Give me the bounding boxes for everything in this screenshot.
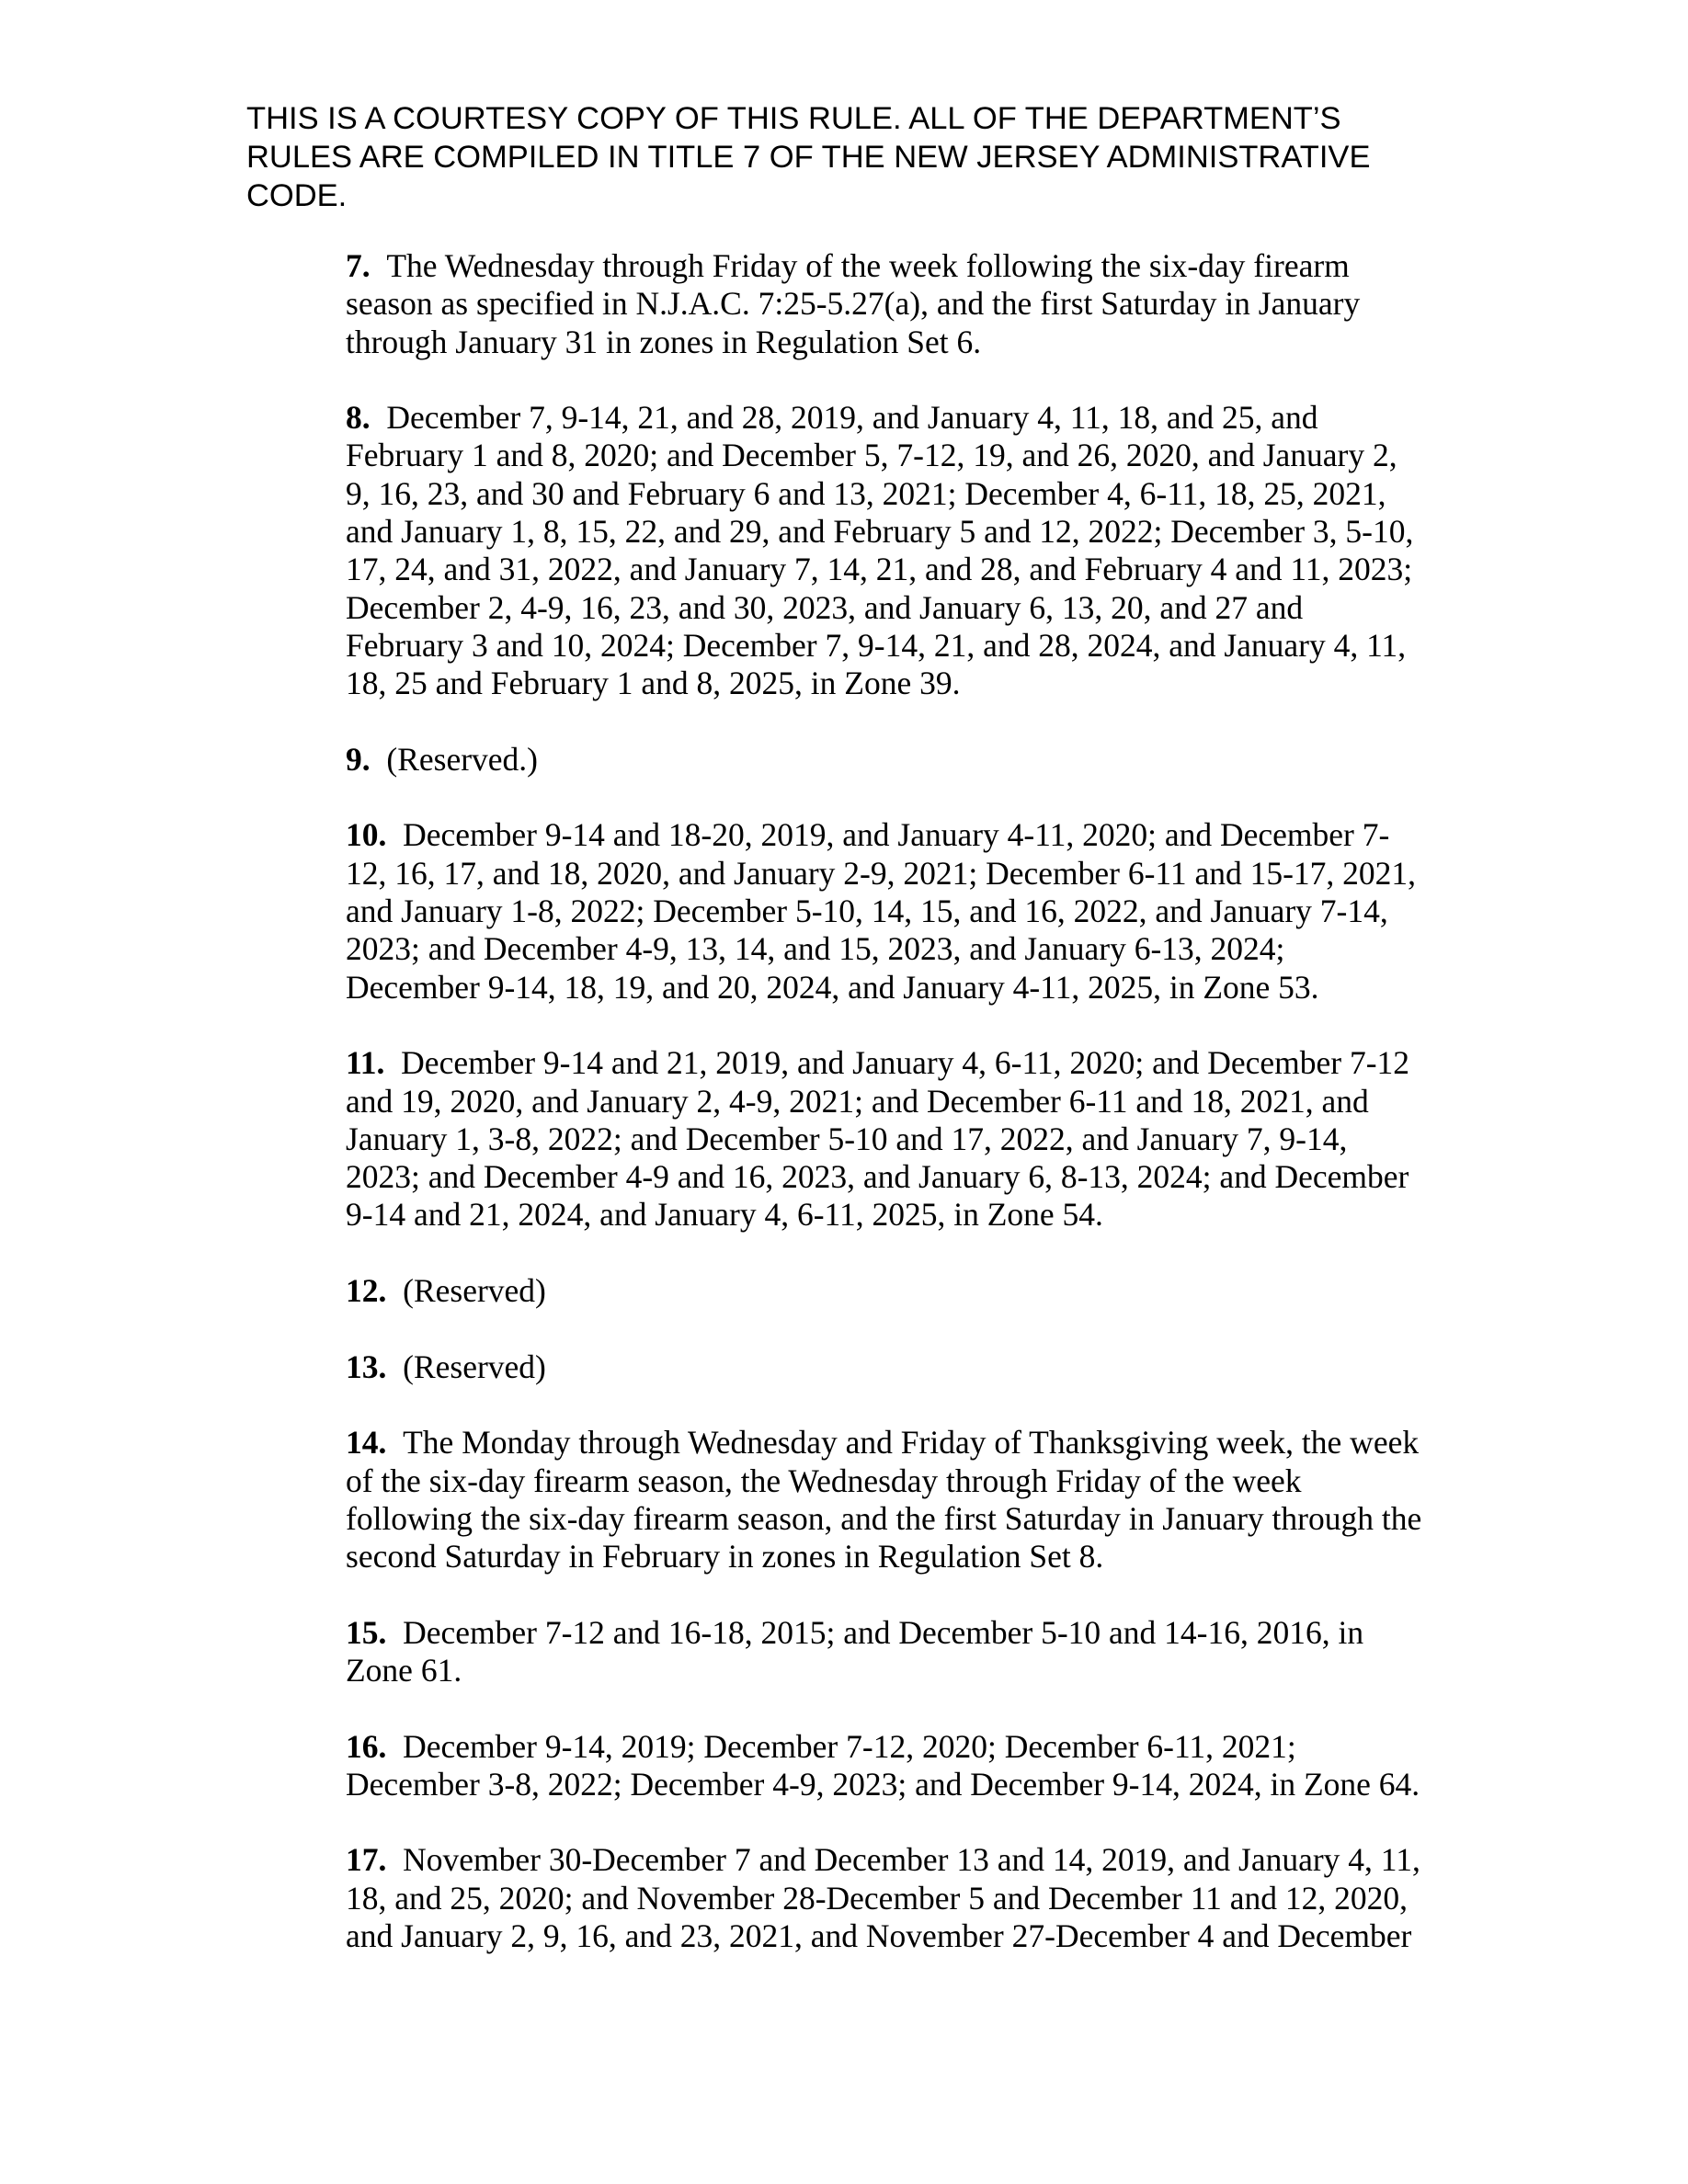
paragraph-text: December 3-8, 2022; December 4-9, 2023; and December 9-14, 2024, in Zone 64. bbox=[346, 1765, 1420, 1803]
paragraph-text: of the six-day firearm season, the Wednesday through Friday of the week bbox=[346, 1462, 1302, 1499]
paragraph-line bbox=[346, 1158, 1449, 1196]
paragraph-number: 15. bbox=[346, 1613, 387, 1651]
paragraph-line bbox=[346, 1462, 1449, 1500]
paragraph-text: February 3 and 10, 2024; December 7, 9-14, 21, and 28, 2024, and January 4, 11, bbox=[346, 626, 1407, 664]
paragraph-number: 8. bbox=[346, 399, 371, 437]
paragraph-text: (Reserved) bbox=[403, 1272, 546, 1310]
paragraph-line bbox=[346, 627, 1449, 665]
paragraph-text: November 30-December 7 and December 13 and 14, 2019, and January 4, 11, bbox=[403, 1841, 1420, 1879]
rule-paragraph bbox=[346, 1841, 1449, 1955]
paragraph-line bbox=[346, 1917, 1449, 1955]
paragraph-number: 9. bbox=[346, 740, 371, 778]
paragraph-line bbox=[346, 399, 1449, 437]
paragraph-text: 12, 16, 17, and 18, 2020, and January 2-9, 2021; December 6-11 and 15-17, 2021, bbox=[346, 854, 1417, 892]
paragraph-line bbox=[346, 551, 1449, 588]
paragraph-line bbox=[346, 1538, 1449, 1575]
rule-paragraph bbox=[346, 1728, 1449, 1804]
paragraph-text: 18, and 25, 2020; and November 28-December 5 and December 11 and 12, 2020, bbox=[346, 1879, 1409, 1917]
paragraph-number: 7. bbox=[346, 247, 371, 284]
paragraph-text: and January 1-8, 2022; December 5-10, 14, 15, and 16, 2022, and January 7-14, bbox=[346, 893, 1388, 930]
paragraph-line bbox=[346, 247, 1449, 285]
paragraph-text: 2023; and December 4-9 and 16, 2023, and January 6, 8-13, 2024; and December bbox=[346, 1158, 1409, 1196]
paragraph-line bbox=[346, 1120, 1449, 1158]
paragraph-text: (Reserved) bbox=[403, 1348, 546, 1385]
paragraph-line bbox=[346, 930, 1449, 968]
paragraph-number: 14. bbox=[346, 1424, 387, 1462]
paragraph-line bbox=[346, 1652, 1449, 1689]
paragraph-text: 17, 24, and 31, 2022, and January 7, 14, 21, and 28, and February 4 and 11, 2023; bbox=[346, 551, 1413, 588]
paragraph-text: and 19, 2020, and January 2, 4-9, 2021; and December 6-11 and 18, 2021, and bbox=[346, 1082, 1369, 1120]
paragraph-text: December 9-14 and 18-20, 2019, and January 4-11, 2020; and December 7- bbox=[403, 816, 1390, 854]
paragraph-line bbox=[346, 1500, 1449, 1538]
paragraph-line bbox=[346, 285, 1449, 323]
rule-paragraph bbox=[346, 1348, 1449, 1386]
rule-paragraph bbox=[346, 741, 1449, 779]
paragraph-line bbox=[346, 969, 1449, 1007]
paragraph-text: The Monday through Wednesday and Friday of Thanksgiving week, the week bbox=[403, 1424, 1420, 1462]
rule-paragraph bbox=[346, 399, 1449, 702]
paragraph-text: December 7, 9-14, 21, and 28, 2019, and January 4, 11, 18, and 25, and bbox=[386, 399, 1318, 437]
paragraph-line bbox=[346, 1728, 1449, 1766]
paragraph-text: season as specified in N.J.A.C. 7:25-5.27(a), and the first Saturday in January bbox=[346, 285, 1361, 323]
paragraph-text: The Wednesday through Friday of the week following the six-day firearm bbox=[386, 247, 1350, 284]
paragraph-line bbox=[346, 1766, 1449, 1803]
paragraph-line bbox=[346, 1272, 1449, 1310]
paragraph-line bbox=[346, 1841, 1449, 1879]
paragraph-line bbox=[346, 816, 1449, 854]
paragraph-line bbox=[346, 324, 1449, 361]
paragraph-number: 16. bbox=[346, 1727, 387, 1765]
rule-text-body bbox=[346, 247, 1449, 1994]
rule-paragraph bbox=[346, 1614, 1449, 1690]
paragraph-text: December 9-14 and 21, 2019, and January 4, 6-11, 2020; and December 7-12 bbox=[401, 1044, 1410, 1082]
paragraph-line bbox=[346, 1614, 1449, 1652]
paragraph-line bbox=[346, 437, 1449, 474]
paragraph-number: 10. bbox=[346, 816, 387, 854]
paragraph-text: December 9-14, 2019; December 7-12, 2020; December 6-11, 2021; bbox=[403, 1727, 1296, 1765]
paragraph-text: second Saturday in February in zones in Regulation Set 8. bbox=[346, 1538, 1104, 1575]
paragraph-line bbox=[346, 855, 1449, 893]
paragraph-text: February 1 and 8, 2020; and December 5, 7-12, 19, and 26, 2020, and January 2, bbox=[346, 437, 1397, 474]
notice-line: THIS IS A COURTESY COPY OF THIS RULE. ALL OF THE DEPARTMENT’S bbox=[246, 101, 1341, 136]
paragraph-line bbox=[346, 1044, 1449, 1082]
paragraph-text: December 7-12 and 16-18, 2015; and December 5-10 and 14-16, 2016, in bbox=[403, 1613, 1364, 1651]
rule-paragraph bbox=[346, 1272, 1449, 1310]
notice-line: CODE. bbox=[246, 178, 348, 213]
paragraph-number: 12. bbox=[346, 1272, 387, 1310]
rule-paragraph bbox=[346, 1424, 1449, 1575]
paragraph-text: December 9-14, 18, 19, and 20, 2024, and January 4-11, 2025, in Zone 53. bbox=[346, 968, 1319, 1006]
paragraph-text: 9, 16, 23, and 30 and February 6 and 13, 2021; December 4, 6-11, 18, 25, 2021, bbox=[346, 474, 1386, 512]
paragraph-text: and January 1, 8, 15, 22, and 29, and February 5 and 12, 2022; December 3, 5-10, bbox=[346, 513, 1414, 551]
paragraph-line bbox=[346, 893, 1449, 930]
paragraph-line bbox=[346, 513, 1449, 551]
paragraph-text: January 1, 3-8, 2022; and December 5-10 and 17, 2022, and January 7, 9-14, bbox=[346, 1120, 1348, 1157]
paragraph-text: Zone 61. bbox=[346, 1651, 462, 1689]
paragraph-line bbox=[346, 1424, 1449, 1462]
paragraph-text: 9-14 and 21, 2024, and January 4, 6-11, 2025, in Zone 54. bbox=[346, 1196, 1103, 1234]
courtesy-copy-notice bbox=[246, 99, 1442, 215]
paragraph-text: through January 31 in zones in Regulation Set 6. bbox=[346, 323, 982, 360]
paragraph-line bbox=[346, 665, 1449, 702]
notice-line: RULES ARE COMPILED IN TITLE 7 OF THE NEW JERSEY ADMINISTRATIVE bbox=[246, 140, 1371, 175]
paragraph-text: following the six-day firearm season, and the first Saturday in January through the bbox=[346, 1499, 1422, 1537]
paragraph-line bbox=[346, 1083, 1449, 1120]
rule-paragraph bbox=[346, 816, 1449, 1006]
paragraph-number: 13. bbox=[346, 1348, 387, 1385]
paragraph-line bbox=[346, 1196, 1449, 1234]
paragraph-text: 2023; and December 4-9, 13, 14, and 15, 2023, and January 6-13, 2024; bbox=[346, 930, 1285, 968]
paragraph-text: December 2, 4-9, 16, 23, and 30, 2023, and January 6, 13, 20, and 27 and bbox=[346, 588, 1304, 626]
paragraph-text: and January 2, 9, 16, and 23, 2021, and November 27-December 4 and December bbox=[346, 1917, 1412, 1955]
paragraph-text: 18, 25 and February 1 and 8, 2025, in Zone 39. bbox=[346, 665, 961, 702]
paragraph-line bbox=[346, 1348, 1449, 1386]
paragraph-line bbox=[346, 1880, 1449, 1917]
rule-paragraph bbox=[346, 247, 1449, 361]
paragraph-text: (Reserved.) bbox=[386, 740, 538, 778]
paragraph-line bbox=[346, 589, 1449, 627]
paragraph-line bbox=[346, 475, 1449, 513]
paragraph-number: 17. bbox=[346, 1841, 387, 1879]
paragraph-number: 11. bbox=[346, 1044, 385, 1082]
rule-paragraph bbox=[346, 1044, 1449, 1234]
paragraph-line bbox=[346, 741, 1449, 779]
